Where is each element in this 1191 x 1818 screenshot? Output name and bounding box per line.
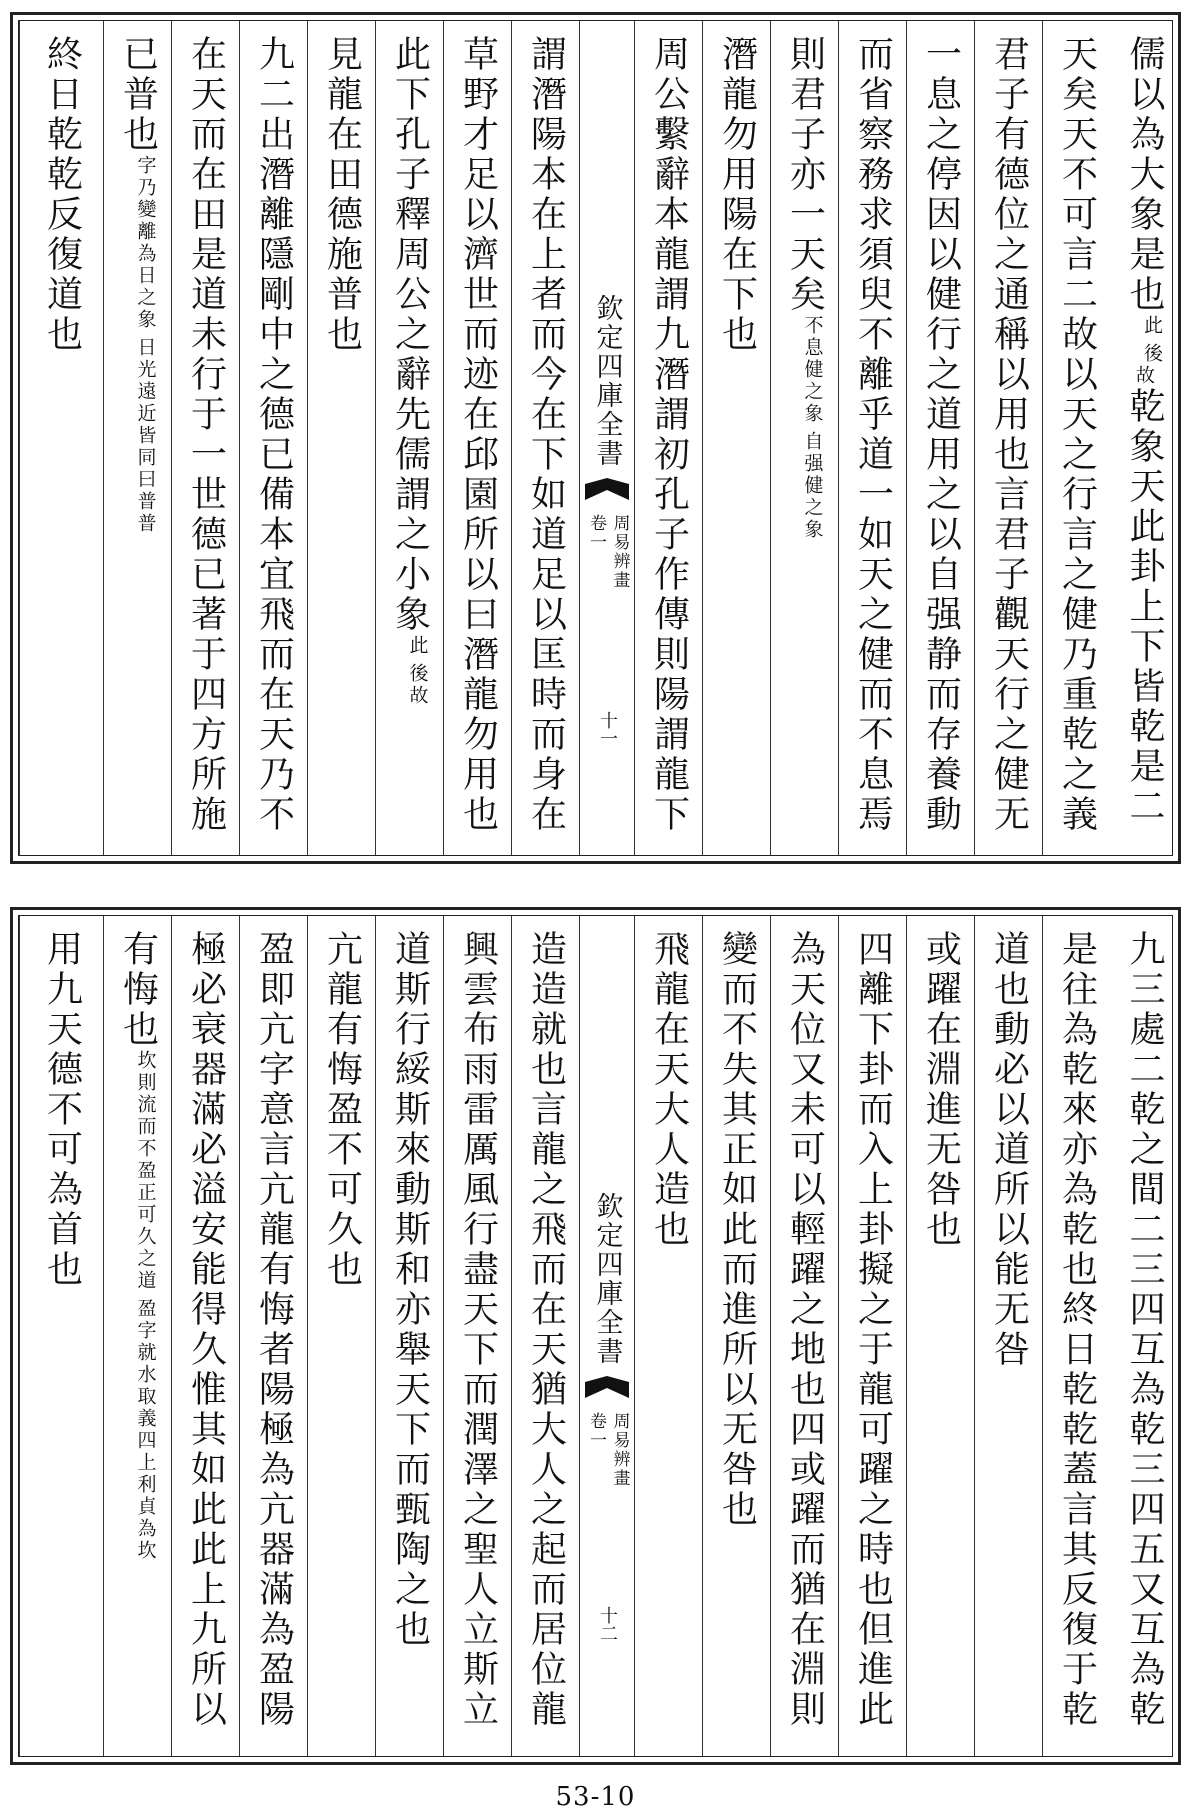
top-col-15 [103,21,171,855]
volume-number: 卷一 [586,514,606,552]
bottom-col-16 [19,916,103,1756]
bottom-col-15 [103,916,171,1756]
col-text: 儒以為大象是也 [1124,35,1165,315]
annotation-note: 故 [1133,365,1155,387]
page-number: 十一 [597,711,618,747]
top-col-3 [974,21,1042,855]
top-col-5 [838,21,906,855]
col-text: 見龍在田德施普也 [321,35,363,355]
top-col-6 [770,21,838,855]
bottom-col-2 [1042,916,1110,1756]
volume-number: 卷一 [586,1412,606,1450]
col-text: 已普也 [117,35,159,155]
top-col-11 [375,21,443,855]
top-page-frame [10,12,1181,864]
top-col-14 [171,21,239,855]
col-text: 周公繫辭本龍謂九潛謂初孔子作傳則陽謂龍下 [648,35,690,835]
col-text: 道也動必以道所以能无咎 [988,930,1030,1370]
bottom-center-strip [579,916,634,1756]
col-text: 謂潛陽本在上者而今在下如道足以匡時而身在 [525,35,567,835]
top-col-7 [702,21,770,855]
col-text: 君子有德位之通稱以用也言君子觀天行之健无 [988,35,1030,835]
col-text: 變而不失其正如此而進所以无咎也 [716,930,758,1530]
bottom-col-11 [375,916,443,1756]
annotation-note: 此 [406,635,429,657]
fishtail-mark-icon [585,1376,629,1398]
col-text: 九二出潛離隱剛中之德已備本宜飛而在天乃不 [253,35,295,835]
annotation-note: 後 [1141,343,1163,365]
col-text: 亢龍有悔盈不可久也 [321,930,363,1290]
annotation-note: 盈字就水取義四上利貞為坎 [134,1298,157,1562]
bottom-col-4 [906,916,974,1756]
col-text: 有悔也 [117,930,159,1050]
col-text: 終日乾乾反復道也 [41,35,83,355]
col-text: 是往為乾來亦為乾也終日乾乾蓋言其反復于乾 [1056,930,1098,1730]
top-col-8 [634,21,702,855]
bottom-col-8 [634,916,702,1756]
col-text: 乾象天此卦上下皆乾是二 [1124,387,1165,827]
bottom-col-1 [1110,916,1178,1756]
col-text: 用九天德不可為首也 [41,930,83,1290]
bottom-col-9 [511,916,579,1756]
top-center-strip [579,21,634,855]
col-text: 潛龍勿用陽在下也 [716,35,758,355]
top-col-13 [239,21,307,855]
chapter-name: 周易辨畫 [609,514,630,590]
bottom-col-10 [443,916,511,1756]
col-text: 極必衰器滿必溢安能得久惟其如此此上九所以 [185,930,227,1730]
col-text: 興雲布雨雷厲風行盡天下而潤澤之聖人立斯立 [457,930,499,1730]
col-text: 飛龍在天大人造也 [648,930,690,1250]
top-col-16 [19,21,103,855]
col-text: 為天位又未可以輕躍之地也四或躍而猶在淵則 [784,930,826,1730]
bottom-col-5 [838,916,906,1756]
chapter-name: 周易辨畫 [609,1412,630,1488]
col-text: 道斯行綏斯來動斯和亦舉天下而甄陶之也 [389,930,431,1650]
col-text: 九三處二乾之間二三四互為乾三四五又互為乾 [1124,930,1165,1730]
col-text: 或躍在淵進无咎也 [920,930,962,1250]
bottom-col-6 [770,916,838,1756]
annotation-note: 後故 [406,663,429,707]
top-col-9 [511,21,579,855]
book-title: 欽定四庫全書 [591,294,623,468]
annotation-note: 此 [1141,315,1163,337]
col-text: 四離下卦而入上卦擬之于龍可躍之時也但進此 [852,930,894,1730]
annotation-note: 不息健之象 [801,315,824,425]
col-text: 一息之停因以健行之道用之以自强静而存養動 [920,35,962,835]
fishtail-mark-icon [585,478,629,500]
page-footer-number: 53-10 [555,1782,636,1812]
top-col-12 [307,21,375,855]
top-col-4 [906,21,974,855]
bottom-col-13 [239,916,307,1756]
bottom-col-7 [702,916,770,1756]
col-text: 在天而在田是道未行于一世德已著于四方所施 [185,35,227,835]
col-text: 盈即亢字意言亢龍有悔者陽極為亢器滿為盈陽 [253,930,295,1730]
book-title: 欽定四庫全書 [591,1192,623,1366]
annotation-note: 自强健之象 [801,431,824,541]
bottom-col-14 [171,916,239,1756]
bottom-col-12 [307,916,375,1756]
col-text: 此下孔子釋周公之辭先儒謂之小象 [389,35,431,635]
top-col-1 [1110,21,1178,855]
col-text: 則君子亦一天矣 [784,35,826,315]
annotation-note: 字乃變離為日之象 [134,155,157,331]
bottom-columns [19,916,1172,1756]
top-col-2 [1042,21,1110,855]
col-text: 造造就也言龍之飛而在天猶大人之起而居位龍 [525,930,567,1730]
bottom-page-frame [10,907,1181,1765]
col-text: 草野才足以濟世而迹在邱園所以曰潛龍勿用也 [457,35,499,835]
col-text: 而省察務求須臾不離乎道一如天之健而不息焉 [852,35,894,835]
annotation-note: 日光遠近皆同曰普普 [134,337,157,535]
annotation-note: 坎則流而不盈正可久之道 [134,1050,157,1292]
col-text: 天矣天不可言二故以天之行言之健乃重乾之義 [1056,35,1098,835]
top-columns [19,21,1172,855]
page-number: 十二 [597,1606,618,1642]
top-col-10 [443,21,511,855]
bottom-col-3 [974,916,1042,1756]
